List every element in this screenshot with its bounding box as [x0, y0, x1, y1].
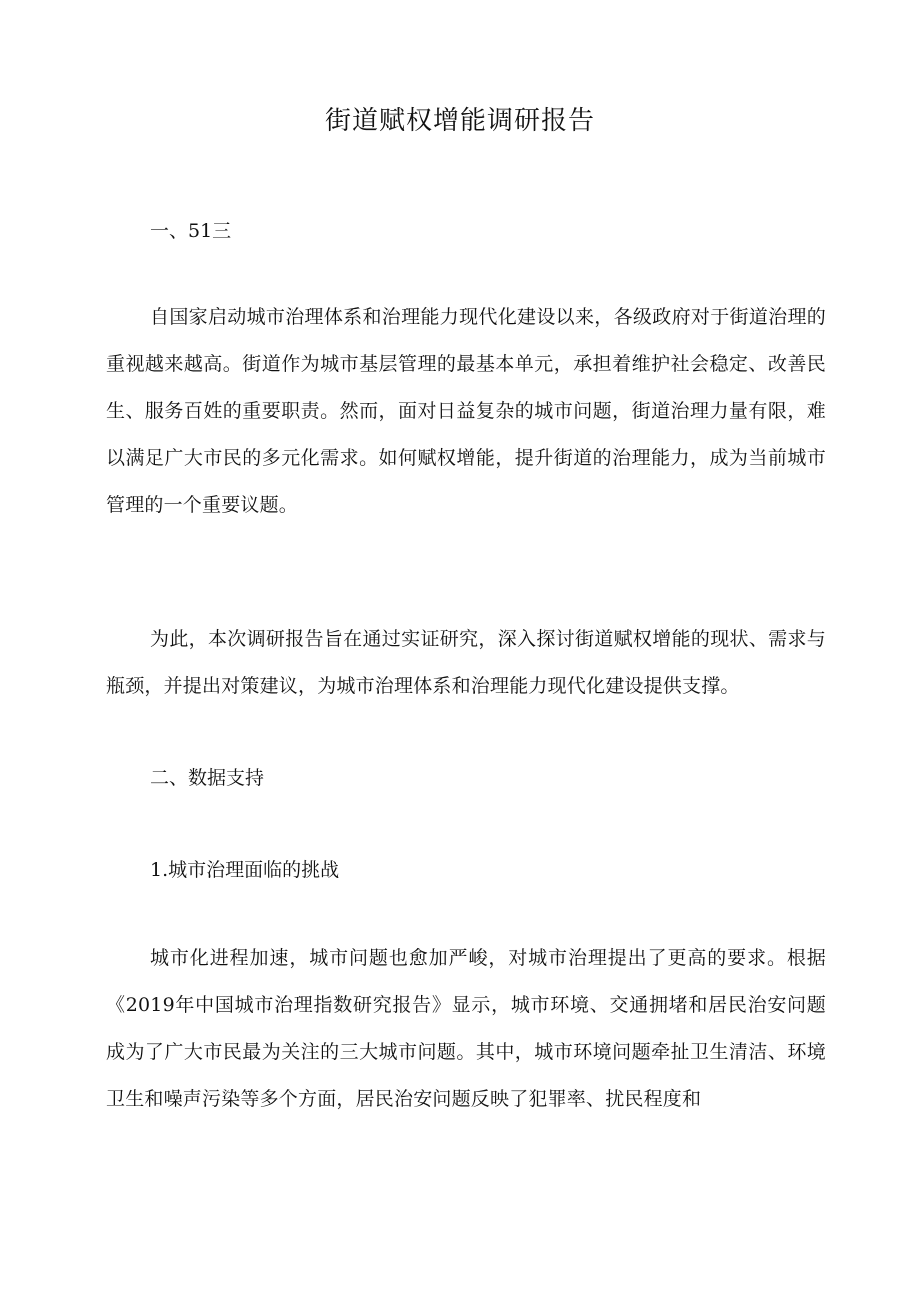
- section-heading-1: 一、51三: [150, 220, 232, 242]
- document-title: 街道赋权增能调研报告: [324, 106, 595, 136]
- paragraph-intro: 自国家启动城市治理体系和治理能力现代化建设以来，各级政府对于街道治理的重视越来越高。街道作为城市基层管理的最基本单元，承担着维护社会稳定、改善民生、服务百姓的重要职责。然而，面对日益复杂的城市问题，街道治理力量有限，难以满足广大市民的多元化需求。如何赋权增能，提升街道的治理能力，成为当前城市管理的一个重要议题。: [106, 306, 826, 516]
- paragraph-challenges: 城市化进程加速，城市问题也愈加严峻，对城市治理提出了更高的要求。根据《2019年中国城市治理指数研究报告》显示，城市环境、交通拥堵和居民治安问题成为了广大市民最为关注的三大城市问题。其中，城市环境问题牵扯卫生清洁、环境卫生和噪声污染等多个方面，居民治安问题反映了犯罪率、扰民程度和: [106, 947, 826, 1110]
- paragraph-purpose: 为此，本次调研报告旨在通过实证研究，深入探讨街道赋权增能的现状、需求与瓶颈，并提出对策建议，为城市治理体系和治理能力现代化建设提供支撑。: [106, 628, 826, 697]
- section-heading-2: 二、数据支持: [150, 767, 265, 789]
- subsection-heading-1: 1.城市治理面临的挑战: [150, 859, 340, 881]
